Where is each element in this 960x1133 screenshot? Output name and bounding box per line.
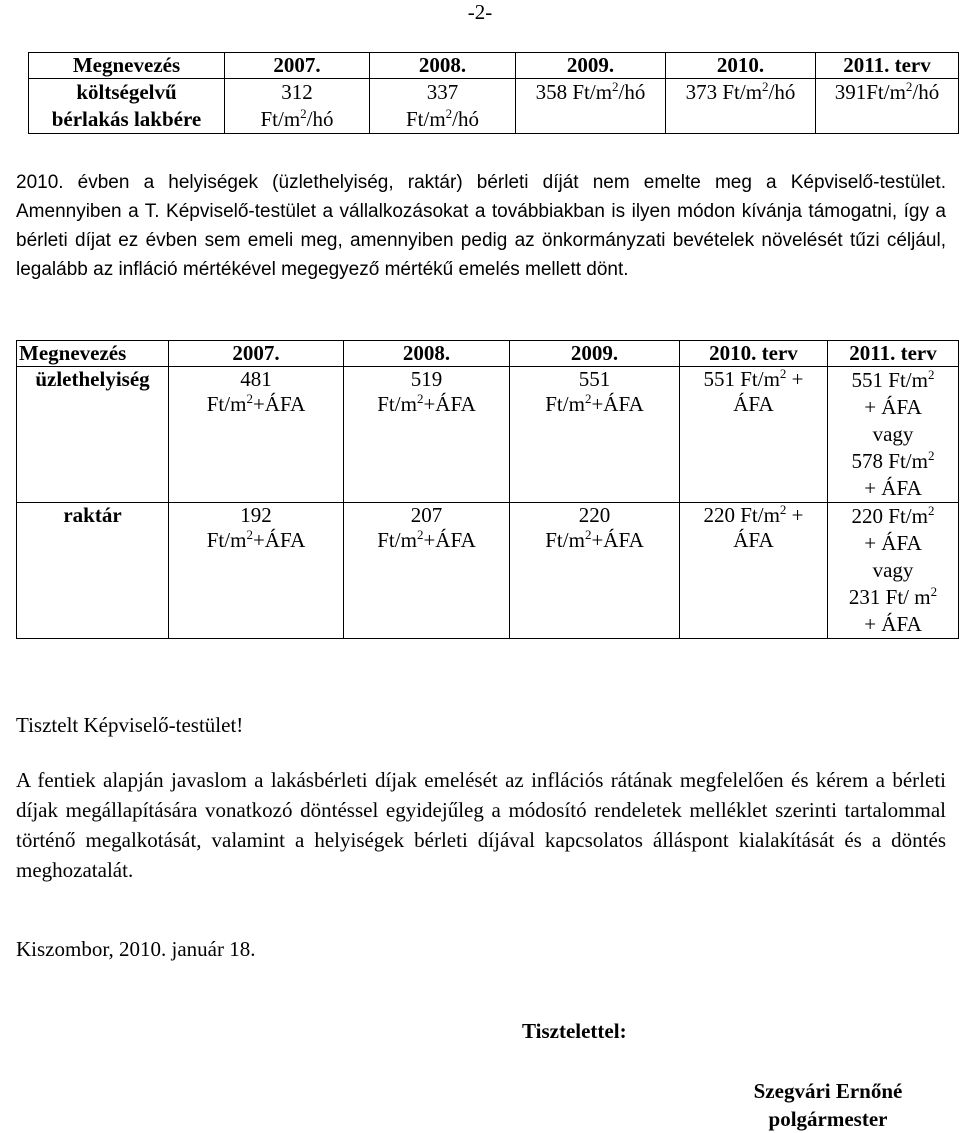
table-header-row (29, 53, 959, 79)
unit-superscript: 2 (416, 527, 424, 542)
value-cell (828, 503, 959, 639)
value-unit-suffix: +ÁFA (591, 392, 644, 416)
unit-superscript: 2 (762, 79, 769, 94)
value-unit-suffix: + (786, 367, 804, 391)
value-number: 551 (578, 367, 611, 391)
value-cell (169, 503, 344, 639)
header-cell: 2011. terv (828, 341, 959, 367)
unit-superscript: 2 (246, 391, 253, 406)
value-text: + ÁFA (864, 531, 922, 555)
row-label (29, 79, 225, 134)
header-cell: 2007. (225, 53, 370, 79)
value-cell (169, 367, 344, 503)
value-number: 337 (426, 80, 459, 104)
unit-superscript: 2 (612, 79, 619, 94)
header-cell: 2008. (370, 53, 516, 79)
value-cell (370, 79, 516, 134)
value-text: 578 Ft/m (851, 449, 928, 473)
value-cell (510, 503, 680, 639)
paragraph-rent-policy: 2010. évben a helyiségek (üzlethelyiség, raktár) bérleti díját nem emelte meg a Képviselő-testület. Amennyiben a T. Képviselő-testület a vállalkozásokat a továbbiakban is ilyen módon kívánja támogatni, így a bérleti díjat ez évben sem emeli meg, amennyiben pedig az önkormányzati bevételek növelését tűzi céljául, legalább az infláció mértékével megegyező mértékű emelés mellett dönt. (16, 172, 946, 280)
unit-superscript: 2 (930, 584, 938, 599)
value-cell (680, 503, 828, 639)
header-cell: 2007. (169, 341, 344, 367)
unit-superscript: 2 (445, 106, 453, 121)
value-number: 481 (240, 367, 272, 391)
value-cell (680, 367, 828, 503)
value-unit-suffix: /hó (768, 80, 796, 104)
value-unit-suffix: /hó (618, 80, 646, 104)
value-cell (666, 79, 816, 134)
value-text: vagy (872, 422, 914, 446)
value-number: 192 (240, 503, 272, 527)
value-unit: Ft/m (206, 392, 247, 416)
header-cell: 2010. terv (680, 341, 828, 367)
value-unit-suffix: +ÁFA (423, 528, 476, 552)
header-cell: Megnevezés (29, 53, 225, 79)
value-text: 231 Ft/ m (848, 585, 931, 609)
value-cell (516, 79, 666, 134)
label-line: költségelvű (76, 80, 177, 104)
value-number: 220 (578, 503, 611, 527)
table-header-row (17, 341, 959, 367)
unit-superscript: 2 (246, 527, 253, 542)
value-text: 373 Ft/m (685, 80, 763, 104)
value-unit-suffix: +ÁFA (252, 392, 306, 416)
table-row (17, 503, 959, 639)
table-row (29, 79, 959, 134)
unit-superscript: 2 (779, 366, 787, 381)
value-text: 551 Ft/m (851, 368, 928, 392)
value-cell (816, 79, 959, 134)
value-number: 519 (410, 367, 443, 391)
value-unit-suffix: +ÁFA (591, 528, 644, 552)
closing-text: Tisztelettel: (522, 1019, 627, 1043)
header-cell: 2008. (344, 341, 510, 367)
table-row (17, 367, 959, 503)
rent-table-commercial (16, 340, 959, 639)
header-cell: 2010. (666, 53, 816, 79)
page-number: -2- (467, 0, 493, 24)
unit-superscript: 2 (905, 79, 913, 94)
value-unit-suffix: +ÁFA (423, 392, 476, 416)
value-unit-suffix: /hó (306, 107, 334, 131)
value-text: + ÁFA (864, 476, 922, 500)
value-cell (225, 79, 370, 134)
header-cell: Megnevezés (17, 341, 169, 367)
value-text: ÁFA (733, 392, 774, 416)
header-cell: 2009. (510, 341, 680, 367)
value-cell (344, 367, 510, 503)
value-unit: Ft/m (405, 107, 446, 131)
value-unit: Ft/m (545, 528, 585, 552)
value-text: vagy (872, 558, 914, 582)
row-label: raktár (17, 503, 169, 639)
header-cell: 2011. terv (816, 53, 959, 79)
unit-superscript: 2 (927, 367, 935, 382)
value-text: 220 Ft/m (703, 503, 780, 527)
unit-superscript: 2 (584, 391, 592, 406)
row-label: üzlethelyiség (17, 367, 169, 503)
unit-superscript: 2 (416, 391, 424, 406)
header-cell: 2009. (516, 53, 666, 79)
value-unit-suffix: /hó (912, 80, 940, 104)
rent-table-housing (28, 52, 959, 134)
unit-superscript: 2 (927, 448, 935, 463)
unit-superscript: 2 (779, 502, 787, 517)
label-line: bérlakás lakbére (51, 107, 202, 131)
unit-superscript: 2 (584, 527, 592, 542)
unit-superscript: 2 (300, 106, 307, 121)
value-unit: Ft/m (377, 392, 417, 416)
value-unit: Ft/m (377, 528, 417, 552)
value-unit-suffix: /hó (452, 107, 480, 131)
value-unit: Ft/m (206, 528, 247, 552)
value-text: 551 Ft/m (703, 367, 780, 391)
unit-superscript: 2 (927, 503, 935, 518)
salutation: Tisztelt Képviselő-testület! (16, 713, 244, 737)
value-text: + ÁFA (864, 395, 922, 419)
value-unit: Ft/m (260, 107, 301, 131)
signature-block (738, 1077, 918, 1133)
value-unit-suffix: +ÁFA (252, 528, 306, 552)
value-unit-suffix: + (786, 503, 804, 527)
value-cell (510, 367, 680, 503)
value-text: 358 Ft/m (535, 80, 613, 104)
value-cell (828, 367, 959, 503)
value-text: 391Ft/m (834, 80, 906, 104)
value-text: + ÁFA (864, 612, 922, 636)
paragraph-proposal: A fentiek alapján javaslom a lakásbérleti díjak emelését az inflációs rátának megfelelően és kérem a bérleti díjak megállapítására vonatkozó döntéssel egyidejűleg a módosító rendeletek melléklet szerinti tartalommal történő megalkotását, valamint a helyiségek bérleti díjával kapcsolatos álláspont kialakítását és a döntés meghozatalát. (16, 768, 946, 882)
value-text: ÁFA (733, 528, 774, 552)
signer-name: Szegvári Ernőné (753, 1079, 903, 1103)
signer-title: polgármester (768, 1107, 888, 1131)
value-number: 207 (410, 503, 443, 527)
value-number: 312 (281, 80, 313, 104)
value-unit: Ft/m (545, 392, 585, 416)
value-text: 220 Ft/m (851, 504, 928, 528)
value-cell (344, 503, 510, 639)
place-date: Kiszombor, 2010. január 18. (16, 937, 256, 961)
